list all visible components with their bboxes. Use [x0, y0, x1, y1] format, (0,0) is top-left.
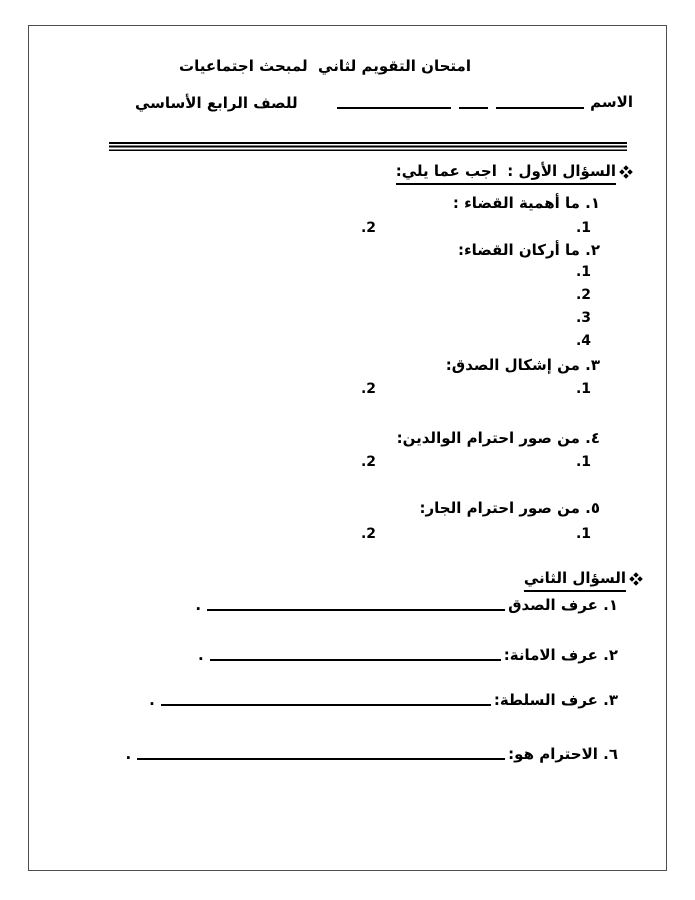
- define-item-2-period: .: [198, 646, 204, 664]
- question-3: ٣. من إشكال الصدق:: [445, 356, 600, 374]
- section-one-heading-text: السؤال الأول : اجب عما يلي:: [396, 162, 616, 185]
- q5-answer-2: .2: [360, 526, 376, 542]
- define-item-1: [195, 596, 618, 615]
- question-1: ١. ما أهمية القضاء :: [452, 194, 600, 212]
- q2-answer-4: .4: [575, 333, 591, 349]
- define-item-4-answer-line: [137, 754, 505, 760]
- define-item-4: [125, 745, 618, 764]
- define-item-1-period: .: [195, 596, 202, 614]
- class-label: للصف الرابع الأساسي: [135, 94, 298, 112]
- question-4: ٤. من صور احترام الوالدين:: [396, 429, 600, 447]
- define-item-1-answer-line: [207, 605, 505, 611]
- q2-answer-1: .1: [575, 264, 591, 280]
- define-item-3-answer-line: [161, 700, 491, 706]
- name-blank-segment-2: [459, 103, 488, 109]
- q3-answer-2: .2: [360, 381, 376, 397]
- define-item-3: [149, 691, 618, 710]
- name-label: الاسم: [590, 93, 633, 111]
- q2-answer-3: .3: [575, 310, 591, 326]
- diamond-bullet-icon: [619, 166, 633, 180]
- define-item-2: [198, 646, 618, 665]
- q5-answer-1: .1: [575, 526, 591, 542]
- define-item-3-period: .: [149, 691, 155, 709]
- q4-answer-2: .2: [360, 454, 376, 470]
- q1-answer-2: .2: [360, 220, 376, 236]
- question-2: ٢. ما أركان القضاء:: [457, 241, 600, 259]
- define-item-2-label: ٢. عرف الامانة:: [503, 646, 618, 664]
- q1-answer-1: .1: [575, 220, 591, 236]
- define-item-4-period: .: [125, 745, 132, 763]
- define-item-4-label: ٦. الاحترام هو:: [508, 745, 618, 763]
- section-two-heading: [524, 569, 645, 592]
- diamond-bullet-icon: [629, 573, 643, 587]
- q3-answer-1: .1: [575, 381, 591, 397]
- name-blank-segment-1: [496, 103, 584, 109]
- name-blank-segment-3: [337, 103, 451, 109]
- define-item-1-label: ١. عرف الصدق: [508, 596, 618, 614]
- define-item-2-answer-line: [210, 655, 501, 661]
- section-one-heading: [396, 162, 635, 185]
- define-item-3-label: ٣. عرف السلطة:: [493, 691, 618, 709]
- q2-answer-2: .2: [575, 287, 591, 303]
- exam-title: امتحان التقويم لثاني لمبحث اجتماعيات: [179, 57, 471, 75]
- section-two-heading-text: السؤال الثاني: [524, 569, 626, 592]
- question-5: ٥. من صور احترام الجار:: [419, 499, 600, 517]
- q4-answer-1: .1: [575, 454, 591, 470]
- name-field-row: [337, 93, 633, 112]
- header-divider: [109, 142, 627, 151]
